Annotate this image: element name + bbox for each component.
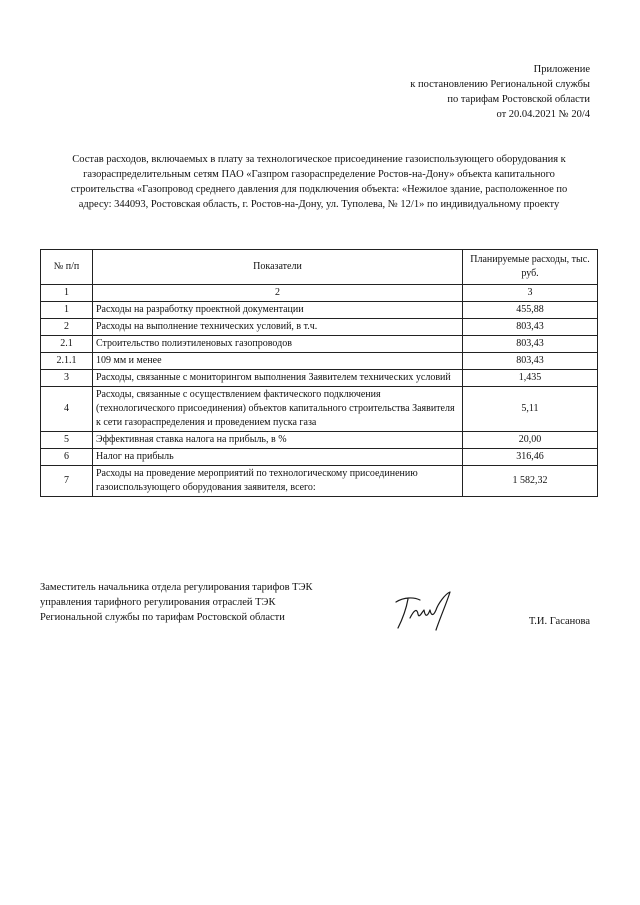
row-name: Расходы на проведение мероприятий по технологическому присоединению газоиспользующего оборудования заявителя, всего: [93,466,463,497]
title-line: Состав расходов, включаемых в плату за технологическое присоединение газоиспользующего оборудования к [72,154,566,165]
appendix-line: к постановлению Региональной службы [410,79,590,90]
row-name: Расходы, связанные с мониторингом выполнения Заявителем технических условий [93,370,463,387]
table-row [41,466,598,497]
handwritten-signature [390,588,462,634]
row-value: 316,46 [463,449,598,466]
signer-name: Т.И. Гасанова [528,616,590,627]
row-num: 5 [41,432,93,449]
row-num: 2 [41,319,93,336]
row-value: 803,43 [463,336,598,353]
row-value: 803,43 [463,353,598,370]
table-header-row [41,250,598,285]
row-name: Строительство полиэтиленовых газопроводов [93,336,463,353]
row-name: Расходы на выполнение технических условий, в т.ч. [93,319,463,336]
appendix-line: по тарифам Ростовской области [447,94,590,105]
title-line: газораспределительным сетям ПАО «Газпром газораспределение Ростов-на-Дону» объекта капитального [83,169,555,180]
title-line: адресу: 344093, Ростовская область, г. Ростов-на-Дону, ул. Туполева, № 12/1» по индивидуальному проекту [78,199,560,210]
header-name: Показатели [93,250,463,285]
signer-position [40,580,313,625]
table-row [41,432,598,449]
row-name: 109 мм и менее [93,353,463,370]
appendix-block [410,62,590,122]
row-value: 5,11 [463,387,598,432]
table-row [41,449,598,466]
table-row [41,302,598,319]
row-value: 1 582,32 [463,466,598,497]
row-num: 3 [41,370,93,387]
table-row [41,370,598,387]
row-name: Эффективная ставка налога на прибыль, в % [93,432,463,449]
table-row [41,353,598,370]
row-value: 803,43 [463,319,598,336]
table-row [41,336,598,353]
row-name: Налог на прибыль [93,449,463,466]
signer-line: Заместитель начальника отдела регулирования тарифов ТЭК [40,582,313,593]
title-line: строительства «Газопровод среднего давления для подключения объекта: «Нежилое здание, расположенное по [70,184,568,195]
signer-line: Региональной службы по тарифам Ростовской области [40,612,285,623]
signer-line: управления тарифного регулирования отраслей ТЭК [40,597,276,608]
row-value: 455,88 [463,302,598,319]
row-name: Расходы, связанные с осуществлением фактического подключения (технологического присоединения) объектов капитального строительства Заявителя к сети газораспределения и проведением пуска газа [93,387,463,432]
index-value: 3 [463,285,598,302]
table-index-row [41,285,598,302]
costs-table [40,249,598,497]
row-num: 2.1.1 [41,353,93,370]
index-name: 2 [93,285,463,302]
appendix-line: Приложение [533,64,590,75]
header-num: № п/п [41,250,93,285]
row-value: 1,435 [463,370,598,387]
row-num: 1 [41,302,93,319]
index-num: 1 [41,285,93,302]
document-title [40,152,598,212]
row-num: 7 [41,466,93,497]
row-num: 6 [41,449,93,466]
table-row [41,387,598,432]
row-value: 20,00 [463,432,598,449]
row-num: 4 [41,387,93,432]
appendix-line: от 20.04.2021 № 20/4 [496,109,590,120]
row-num: 2.1 [41,336,93,353]
header-value: Планируемые расходы, тыс. руб. [463,250,598,285]
table-row [41,319,598,336]
row-name: Расходы на разработку проектной документации [93,302,463,319]
